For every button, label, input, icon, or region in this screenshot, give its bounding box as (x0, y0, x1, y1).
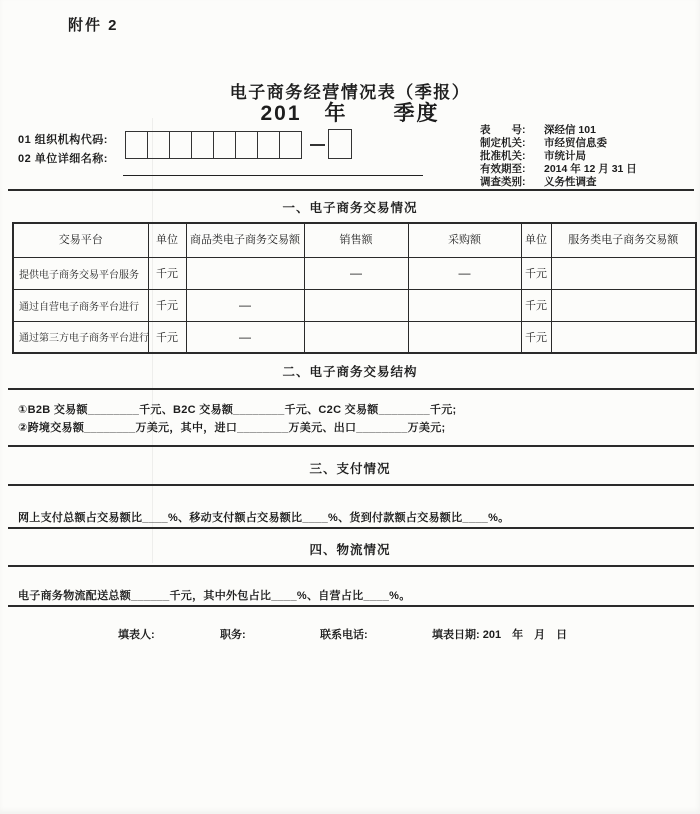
attachment-label: 附件 2 (68, 17, 119, 34)
unit-cell: 千元 (148, 289, 186, 321)
unit-cell: 千元 (148, 257, 186, 289)
col-header-unit2: 单位 (521, 223, 551, 257)
purchases-dash-cell: — (408, 257, 521, 289)
org-code-dash (310, 144, 325, 146)
col-header-purchases: 采购额 (408, 223, 521, 257)
meta-row (480, 137, 637, 150)
goods-dash-cell: — (186, 321, 304, 353)
sales-input-cell[interactable] (304, 321, 408, 353)
meta-value: 义务性调查 (544, 176, 597, 188)
sales-input-cell[interactable] (304, 289, 408, 321)
logistics-fill-line[interactable]: 电子商务物流配送总额______千元，其中外包占比____%、自营占比____%。 (18, 590, 411, 602)
meta-label: 批准机关: (480, 150, 526, 162)
purchases-input-cell[interactable] (408, 321, 521, 353)
col-header-services-amount: 服务类电子商务交易额 (551, 223, 696, 257)
section2-title: 二、电子商务交易结构 (282, 365, 418, 379)
form-title: 电子商务经营情况表（季报） (229, 83, 471, 102)
rule-section4-top (8, 565, 694, 567)
section3-title: 三、支付情况 (309, 462, 391, 476)
table-row-platform-service (13, 257, 696, 289)
section4-title: 四、物流情况 (309, 543, 391, 557)
col-header-goods-amount: 商品类电子商务交易额 (186, 223, 304, 257)
org-name-label: 02 单位详细名称: (18, 153, 108, 165)
meta-value: 市经贸信息委 (544, 137, 607, 149)
purchases-input-cell[interactable] (408, 289, 521, 321)
meta-row (480, 163, 637, 176)
meta-row (480, 124, 637, 137)
section1-title: 一、电子商务交易情况 (282, 201, 418, 215)
unit-cell: 千元 (148, 321, 186, 353)
ecommerce-transactions-table (12, 222, 697, 354)
form-meta-block (480, 124, 637, 189)
position-label[interactable]: 职务: (220, 629, 246, 641)
col-header-unit: 单位 (148, 223, 186, 257)
rule-section2-top (8, 388, 694, 390)
meta-label: 调查类别: (480, 176, 526, 188)
services-amount-input-cell[interactable] (551, 257, 696, 289)
meta-value: 深经信 101 (544, 124, 596, 136)
meta-label: 表 号: (480, 124, 526, 136)
phone-label[interactable]: 联系电话: (320, 629, 368, 641)
report-date-label[interactable]: 填表日期: 201 年 月 日 (432, 629, 568, 641)
meta-value: 市统计局 (544, 150, 586, 162)
form-period: 201 年 季度 (260, 102, 440, 125)
cross-border-fill-line[interactable]: ②跨境交易额________万美元，其中，进口________万美元、出口________万美元; (18, 422, 446, 434)
meta-row (480, 176, 637, 189)
payment-ratios-fill-line[interactable]: 网上支付总额占交易额比____%、移动支付额占交易额比____%、货到付款额占交易额比____%。 (18, 512, 510, 524)
goods-dash-cell: — (186, 289, 304, 321)
row-label: 通过自营电子商务平台进行 (13, 289, 148, 321)
col-header-sales: 销售额 (304, 223, 408, 257)
rule-header-bottom (8, 189, 694, 191)
b2b-b2c-c2c-fill-line[interactable]: ①B2B 交易额________千元、B2C 交易额________千元、C2C 交易额________千元; (18, 404, 457, 416)
table-header-row (13, 223, 696, 257)
services-amount-input-cell[interactable] (551, 289, 696, 321)
org-code-label: 01 组织机构代码: (18, 134, 108, 146)
table-row-third-party-platform (13, 321, 696, 353)
meta-label: 有效期至: (480, 163, 526, 175)
rule-section4-bottom (8, 605, 694, 607)
rule-section2-bottom (8, 445, 694, 447)
sales-dash-cell: — (304, 257, 408, 289)
rule-section3-top (8, 484, 694, 486)
col-header-platform: 交易平台 (13, 223, 148, 257)
rule-section3-bottom (8, 527, 694, 529)
unit-cell: 千元 (521, 289, 551, 321)
unit-cell: 千元 (521, 321, 551, 353)
org-name-fill-line[interactable] (123, 150, 423, 176)
meta-label: 制定机关: (480, 137, 526, 149)
services-amount-input-cell[interactable] (551, 321, 696, 353)
meta-row (480, 150, 637, 163)
preparer-label[interactable]: 填表人: (118, 629, 155, 641)
row-label: 通过第三方电子商务平台进行 (13, 321, 148, 353)
table-row-own-platform (13, 289, 696, 321)
goods-amount-input-cell[interactable] (186, 257, 304, 289)
unit-cell: 千元 (521, 257, 551, 289)
meta-value: 2014 年 12 月 31 日 (544, 163, 637, 175)
row-label: 提供电子商务交易平台服务 (13, 257, 148, 289)
